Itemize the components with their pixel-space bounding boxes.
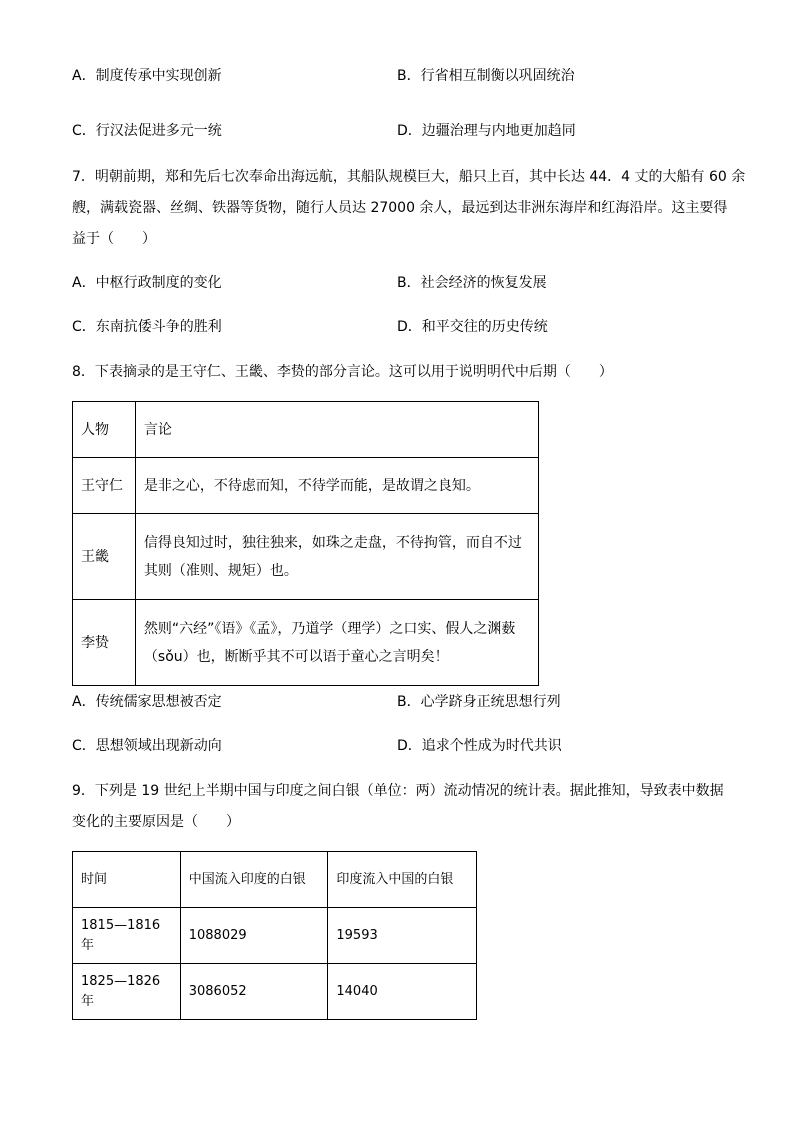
q8-option-c: C．思想领域出现新动向 xyxy=(72,738,222,754)
q7-stem-line-3: 益于（ ） xyxy=(72,231,156,247)
table-row xyxy=(73,514,539,600)
q9-header-time: 时间 xyxy=(73,852,181,908)
q8-option-b: B．心学跻身正统思想行列 xyxy=(397,694,561,710)
q7-option-c: C．东南抗倭斗争的胜利 xyxy=(72,319,222,335)
q9-header-china-to-india: 中国流入印度的白银 xyxy=(180,852,328,908)
q8-header-person: 人物 xyxy=(73,402,136,458)
q7-option-d: D．和平交往的历史传统 xyxy=(397,319,548,335)
q9-row-1-india-to-china: 19593 xyxy=(328,908,477,964)
q7-stem-line-1: 7．明朝前期，郑和先后七次奉命出海远航，其船队规模巨大，船只上百，其中长达 44．4 丈的大船有 60 余 xyxy=(72,169,746,185)
q8-option-a: A．传统儒家思想被否定 xyxy=(72,694,222,710)
q6-option-b: B．行省相互制衡以巩固统治 xyxy=(397,68,575,84)
q9-table-header-row xyxy=(73,852,477,908)
q9-stem-line-1: 9．下列是 19 世纪上半期中国与印度之间白银（单位：两）流动情况的统计表。据此推知，导致表中数据 xyxy=(72,783,724,799)
q6-option-d: D．边疆治理与内地更加趋同 xyxy=(397,123,576,139)
q8-row-2-quote-line-2: 其则（准则、规矩）也。 xyxy=(143,562,298,579)
q8-table-header-row xyxy=(73,402,539,458)
q8-stem: 8．下表摘录的是王守仁、王畿、李贽的部分言论。这可以用于说明明代中后期（ ） xyxy=(72,364,613,380)
q8-row-3-quote-line-1: 然则“六经”《语》《孟》，乃道学（理学）之口实、假人之渊薮 xyxy=(143,620,516,637)
q8-row-1-person: 王守仁 xyxy=(73,458,136,514)
table-row xyxy=(73,600,539,686)
q9-row-1-china-to-india: 1088029 xyxy=(180,908,328,964)
q7-stem-line-2: 艘，满载瓷器、丝绸、铁器等货物，随行人员达 27000 余人，最远到达非洲东海岸和红海沿岸。这主要得 xyxy=(72,200,728,216)
q9-header-india-to-china: 印度流入中国的白银 xyxy=(328,852,477,908)
q9-row-2-china-to-india: 3086052 xyxy=(180,964,328,1020)
q8-row-2-quote xyxy=(135,514,538,600)
q9-stem-line-2: 变化的主要原因是（ ） xyxy=(72,814,240,830)
q8-row-3-quote-line-2: （sǒu）也，断断乎其不可以语于童心之言明矣！ xyxy=(143,648,449,665)
table-row xyxy=(73,964,477,1020)
q8-row-2-person: 王畿 xyxy=(73,514,136,600)
q7-option-b: B．社会经济的恢复发展 xyxy=(397,275,547,291)
table-row xyxy=(73,458,539,514)
q9-table xyxy=(72,851,477,1020)
q8-header-quote: 言论 xyxy=(135,402,538,458)
q8-row-2-quote-line-1: 信得良知过时，独往独来，如珠之走盘，不待拘管，而自不过 xyxy=(143,534,522,551)
q8-table xyxy=(72,401,539,686)
q8-row-3-person: 李贽 xyxy=(73,600,136,686)
q8-row-1-quote: 是非之心，不待虑而知，不待学而能，是故谓之良知。 xyxy=(135,458,538,514)
table-row xyxy=(73,908,477,964)
q9-row-2-india-to-china: 14040 xyxy=(328,964,477,1020)
q9-row-1-time: 1815—1816 年 xyxy=(73,908,181,964)
q8-row-3-quote xyxy=(135,600,538,686)
q8-option-d: D．追求个性成为时代共识 xyxy=(397,738,562,754)
q6-option-c: C．行汉法促进多元一统 xyxy=(72,123,222,139)
q6-option-a: A．制度传承中实现创新 xyxy=(72,68,222,84)
q9-row-2-time: 1825—1826 年 xyxy=(73,964,181,1020)
q7-option-a: A．中枢行政制度的变化 xyxy=(72,275,222,291)
